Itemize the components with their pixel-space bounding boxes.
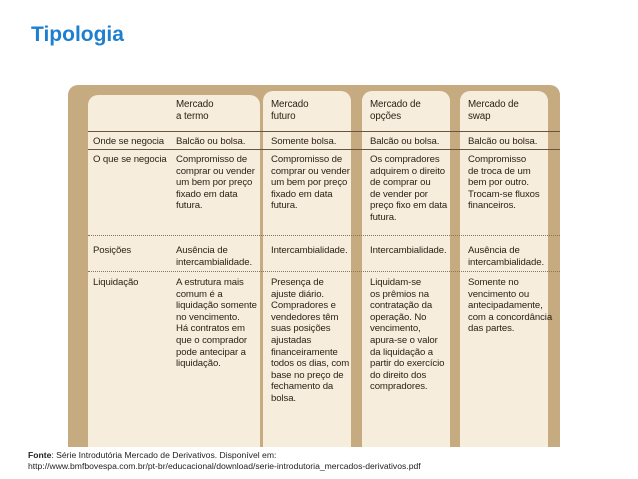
table-cell: Ausência de intercambialidade. bbox=[176, 245, 253, 268]
row-label: O que se negocia bbox=[93, 154, 167, 165]
source-text: : Série Introdutória Mercado de Derivativos. Disponível em: bbox=[51, 450, 277, 460]
table-cell: Compromisso de comprar ou vender um bem por preço fixado em data futura. bbox=[176, 154, 255, 212]
source-line bbox=[28, 450, 421, 461]
table-cell: Balcão ou bolsa. bbox=[176, 136, 246, 147]
row-label: Posições bbox=[93, 245, 132, 256]
table-cell: Compromisso de troca de um bem por outro. Trocam-se fluxos financeiros. bbox=[468, 154, 540, 212]
table-cell: Balcão ou bolsa. bbox=[468, 136, 538, 147]
column-header-swap: Mercado de swap bbox=[468, 99, 519, 122]
row-label: Liquidação bbox=[93, 277, 139, 288]
source-label: Fonte bbox=[28, 450, 52, 460]
table-cell: Somente no vencimento ou antecipadamente, com a concordância das partes. bbox=[468, 277, 553, 335]
table-cell: Ausência de intercambialidade. bbox=[468, 245, 545, 268]
table-cell: Os compradores adquirem o direito de comprar ou de vender por preço fixo em data futura. bbox=[370, 154, 448, 223]
table-panel-labels-termo bbox=[88, 95, 260, 447]
table-cell: Balcão ou bolsa. bbox=[370, 136, 440, 147]
column-header-termo: Mercado a termo bbox=[176, 99, 214, 122]
table-cell: Liquidam-se os prêmios na contratação da operação. No vencimento, apura-se o valor da liquidação a partir do exercício do direito dos compradores. bbox=[370, 277, 445, 393]
table-cell: Intercambialidade. bbox=[370, 245, 447, 256]
table-cell: A estrutura mais comum é a liquidação somente no vencimento. Há contratos em que o comprador pode antecipar a liquidação. bbox=[176, 277, 257, 370]
derivatives-typology-table bbox=[68, 85, 560, 447]
column-header-futuro: Mercado futuro bbox=[271, 99, 309, 122]
table-cell: Presença de ajuste diário. Compradores e vendedores têm suas posições ajustadas financeiramente todos os dias, com base no preço de fechamento da bolsa. bbox=[271, 277, 350, 404]
page-title: Tipologia bbox=[31, 23, 124, 46]
source-url[interactable]: http://www.bmfbovespa.com.br/pt-br/educacional/download/serie-introdutoria_mercados-derivativos.pdf bbox=[28, 461, 421, 471]
table-cell: Intercambialidade. bbox=[271, 245, 348, 256]
table-cell: Somente bolsa. bbox=[271, 136, 337, 147]
column-header-opcoes: Mercado de opções bbox=[370, 99, 421, 122]
source-citation bbox=[28, 450, 421, 472]
row-label: Onde se negocia bbox=[93, 136, 165, 147]
table-cell: Compromisso de comprar ou vender um bem por preço fixado em data futura. bbox=[271, 154, 350, 212]
